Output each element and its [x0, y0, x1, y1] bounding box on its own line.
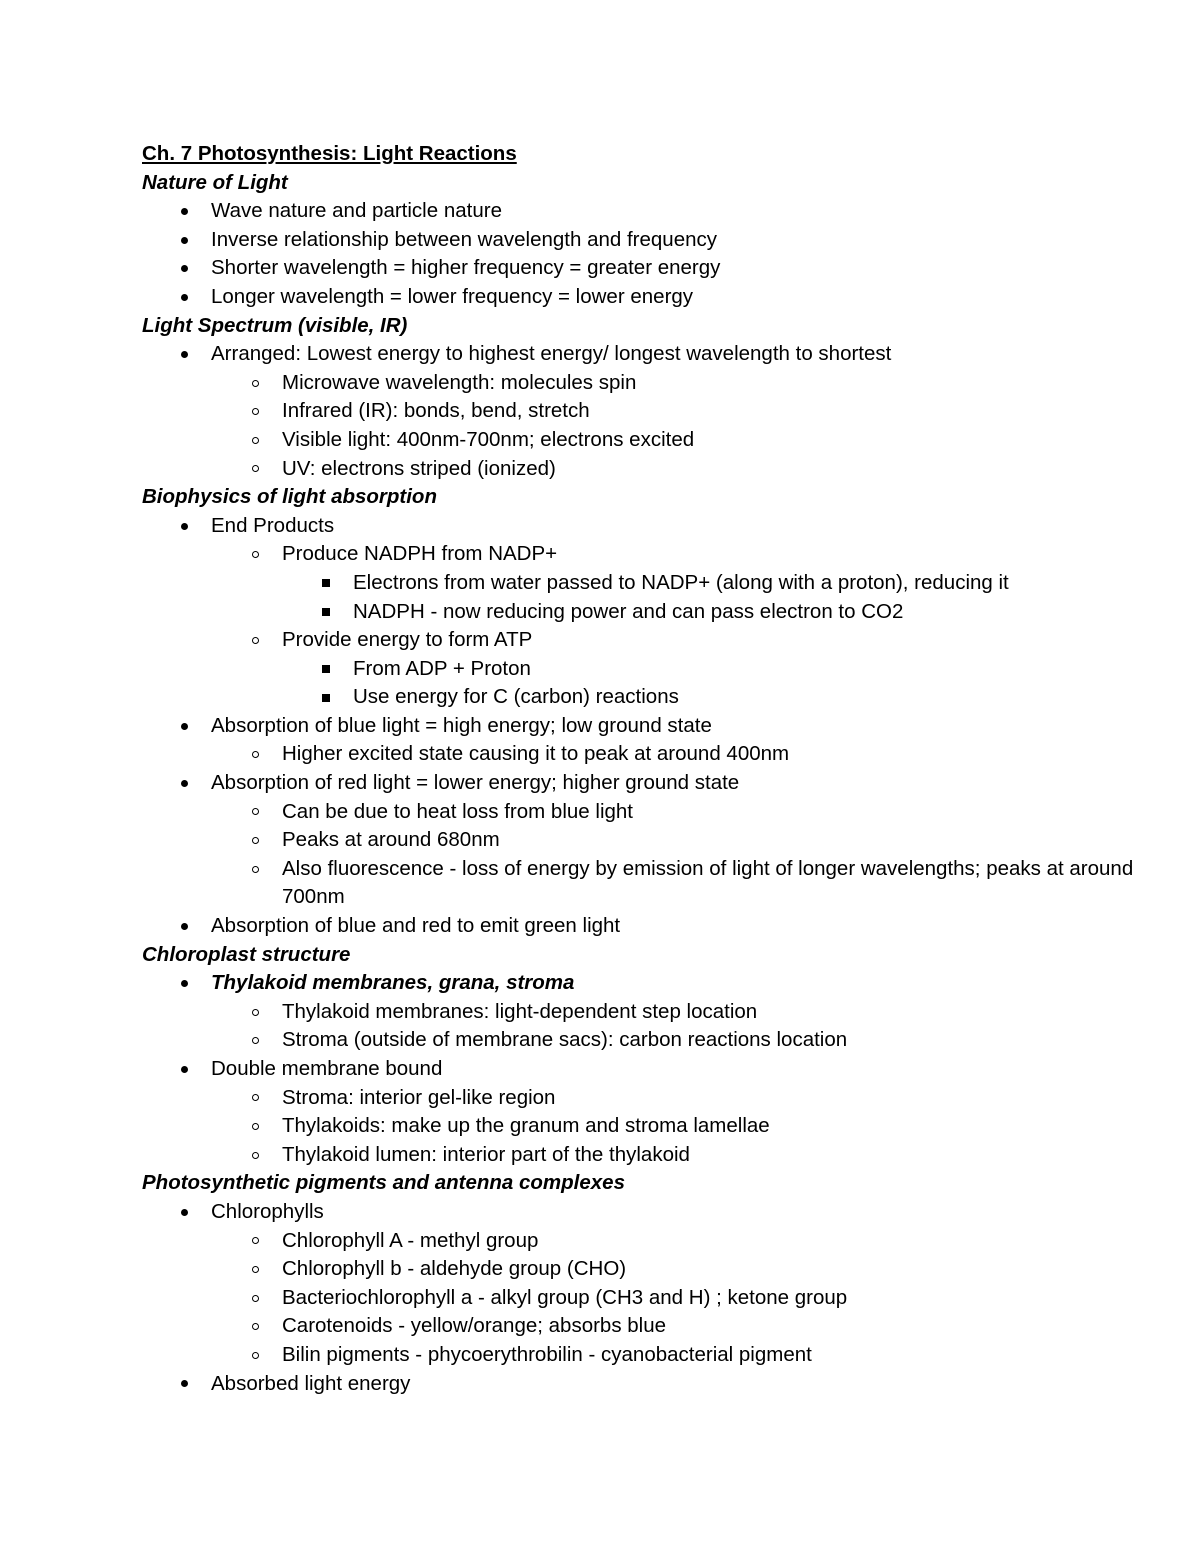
bullet-circle-icon	[245, 1084, 265, 1113]
bullet-circle-icon	[245, 1026, 265, 1055]
bullet-square-icon	[316, 569, 336, 598]
list-item-level-1	[142, 226, 1142, 255]
bullet-circle-icon	[245, 1312, 265, 1341]
list-item-text: Peaks at around 680nm	[282, 828, 500, 852]
list-item-text: Bacteriochlorophyll a - alkyl group (CH3 and H) ; ketone group	[282, 1285, 848, 1309]
bullet-circle-icon	[245, 826, 265, 855]
list-item-level-2	[142, 369, 1142, 398]
bullet-circle-icon	[245, 369, 265, 398]
bullet-circle-icon	[245, 1227, 265, 1256]
notes-list	[142, 169, 1142, 1399]
list-item-text: From ADP + Proton	[353, 656, 531, 680]
list-item-text: Absorbed light energy	[211, 1371, 411, 1395]
list-item-text: Chlorophylls	[211, 1199, 324, 1223]
list-item-text: Chlorophyll A - methyl group	[282, 1228, 539, 1252]
list-item-text: Thylakoids: make up the granum and stroma lamellae	[282, 1114, 770, 1138]
list-item-text: Shorter wavelength = higher frequency = greater energy	[211, 256, 721, 280]
list-item-level-2	[142, 826, 1142, 855]
list-item-text: Thylakoid lumen: interior part of the thylakoid	[282, 1142, 690, 1166]
bullet-dot-icon	[174, 512, 194, 541]
list-item-text: Carotenoids - yellow/orange; absorbs blue	[282, 1314, 667, 1338]
list-item-level-1	[142, 512, 1142, 541]
list-item-level-2	[142, 855, 1142, 912]
bullet-circle-icon	[245, 455, 265, 484]
bullet-dot-icon	[174, 969, 194, 998]
list-item-level-2	[142, 626, 1142, 655]
list-item-level-2	[142, 740, 1142, 769]
list-item-text: Thylakoid membranes, grana, stroma	[211, 971, 575, 995]
bullet-dot-icon	[174, 1370, 194, 1399]
list-item-level-2	[142, 1227, 1142, 1256]
section-heading: Chloroplast structure	[142, 942, 351, 966]
bullet-circle-icon	[245, 397, 265, 426]
bullet-circle-icon	[245, 1341, 265, 1370]
bullet-circle-icon	[245, 740, 265, 769]
bullet-square-icon	[316, 655, 336, 684]
list-item-level-1	[142, 712, 1142, 741]
list-item-level-2	[142, 1341, 1142, 1370]
list-item-level-1	[142, 254, 1142, 283]
bullet-square-icon	[316, 683, 336, 712]
section-heading: Light Spectrum (visible, IR)	[142, 313, 408, 337]
list-item-text: Electrons from water passed to NADP+ (along with a proton), reducing it	[353, 570, 1009, 594]
list-item-level-1	[142, 912, 1142, 941]
list-item-level-2	[142, 397, 1142, 426]
list-item-level-1	[142, 969, 1142, 998]
list-item-level-2	[142, 1255, 1142, 1284]
bullet-dot-icon	[174, 226, 194, 255]
bullet-circle-icon	[245, 998, 265, 1027]
list-item-text: Produce NADPH from NADP+	[282, 542, 558, 566]
list-item-level-3	[142, 598, 1142, 627]
list-item-level-1	[142, 1198, 1142, 1227]
bullet-circle-icon	[245, 426, 265, 455]
list-item-text: Provide energy to form ATP	[282, 628, 533, 652]
bullet-dot-icon	[174, 1198, 194, 1227]
list-item-level-1	[142, 340, 1142, 369]
bullet-circle-icon	[245, 626, 265, 655]
list-item-text: Can be due to heat loss from blue light	[282, 799, 633, 823]
bullet-circle-icon	[245, 1284, 265, 1313]
list-item-text: Wave nature and particle nature	[211, 199, 502, 223]
list-item-level-2	[142, 1112, 1142, 1141]
list-item-text: Stroma: interior gel-like region	[282, 1085, 556, 1109]
section-heading: Biophysics of light absorption	[142, 485, 437, 509]
bullet-circle-icon	[245, 855, 265, 884]
bullet-dot-icon	[174, 769, 194, 798]
list-item-level-2	[142, 1084, 1142, 1113]
list-item-text: Longer wavelength = lower frequency = lower energy	[211, 284, 694, 308]
bullet-circle-icon	[245, 1255, 265, 1284]
bullet-dot-icon	[174, 1055, 194, 1084]
bullet-circle-icon	[245, 540, 265, 569]
list-item-text: Absorption of blue light = high energy; low ground state	[211, 713, 712, 737]
list-item-level-2	[142, 1284, 1142, 1313]
list-item-level-1	[142, 1055, 1142, 1084]
list-item-text: Bilin pigments - phycoerythrobilin - cyanobacterial pigment	[282, 1342, 812, 1366]
list-item-level-2	[142, 1026, 1142, 1055]
list-item-text: Thylakoid membranes: light-dependent step location	[282, 999, 758, 1023]
list-item-text: Inverse relationship between wavelength and frequency	[211, 227, 717, 251]
list-item-level-2	[142, 426, 1142, 455]
list-item-text: Stroma (outside of membrane sacs): carbon reactions location	[282, 1028, 848, 1052]
list-item-text: Microwave wavelength: molecules spin	[282, 370, 637, 394]
list-item-level-1	[142, 283, 1142, 312]
bullet-dot-icon	[174, 197, 194, 226]
document-title: Ch. 7 Photosynthesis: Light Reactions	[142, 142, 517, 165]
list-item-level-1	[142, 769, 1142, 798]
list-item-level-2	[142, 1312, 1142, 1341]
list-item-level-2	[142, 540, 1142, 569]
list-item-text: Arranged: Lowest energy to highest energy/ longest wavelength to shortest	[211, 342, 892, 366]
section-heading: Photosynthetic pigments and antenna complexes	[142, 1171, 625, 1195]
list-item-level-2	[142, 798, 1142, 827]
list-item-text: NADPH - now reducing power and can pass electron to CO2	[353, 599, 904, 623]
list-item-text: Use energy for C (carbon) reactions	[353, 685, 679, 709]
bullet-square-icon	[316, 598, 336, 627]
list-item-level-2	[142, 998, 1142, 1027]
list-item-text: Higher excited state causing it to peak at around 400nm	[282, 742, 790, 766]
list-item-level-3	[142, 655, 1142, 684]
list-item-text: Visible light: 400nm-700nm; electrons excited	[282, 427, 695, 451]
section-heading: Nature of Light	[142, 170, 288, 194]
list-item-text: Absorption of red light = lower energy; higher ground state	[211, 771, 740, 795]
bullet-dot-icon	[174, 254, 194, 283]
bullet-circle-icon	[245, 798, 265, 827]
bullet-dot-icon	[174, 712, 194, 741]
list-item-text: Chlorophyll b - aldehyde group (CHO)	[282, 1257, 627, 1281]
list-item-level-2	[142, 455, 1142, 484]
list-item-level-1	[142, 197, 1142, 226]
list-item-text: Also fluorescence - loss of energy by emission of light of longer wavelengths; peaks at around 700nm	[282, 856, 1134, 909]
bullet-dot-icon	[174, 340, 194, 369]
list-item-text: Double membrane bound	[211, 1057, 443, 1080]
list-item-level-2	[142, 1141, 1142, 1170]
bullet-circle-icon	[245, 1112, 265, 1141]
list-item-text: Infrared (IR): bonds, bend, stretch	[282, 399, 590, 423]
list-item-level-1	[142, 1370, 1142, 1399]
list-item-text: Absorption of blue and red to emit green light	[211, 914, 621, 938]
document-body	[142, 140, 1142, 1398]
bullet-dot-icon	[174, 283, 194, 312]
list-item-text: End Products	[211, 513, 335, 537]
list-item-level-3	[142, 683, 1142, 712]
list-item-text: UV: electrons striped (ionized)	[282, 456, 556, 480]
list-item-level-3	[142, 569, 1142, 598]
bullet-circle-icon	[245, 1141, 265, 1170]
bullet-dot-icon	[174, 912, 194, 941]
